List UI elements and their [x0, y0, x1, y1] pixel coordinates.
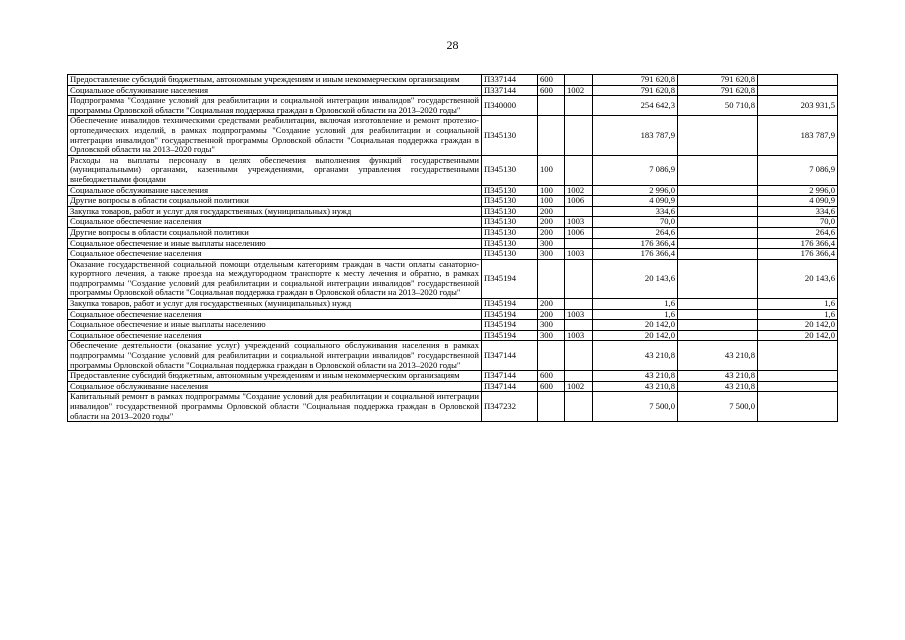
row-description: Обеспечение деятельности (оказание услуг) учреждений социального обслуживания населения в рамках подпрограммы "Создание условий для реабилитации и социальной интеграции инвалидов" государственной программы Орловской области "Социальная поддержка граждан в Орловской области на 2013–2020 годы" — [68, 341, 482, 371]
row-total-amount: 1,6 — [593, 309, 678, 320]
table-row — [68, 185, 838, 196]
row-regional-amount — [678, 259, 758, 298]
row-section-code — [565, 96, 593, 116]
row-target-code: П345130 — [482, 206, 538, 217]
row-description: Социальное обслуживание населения — [68, 85, 482, 96]
row-regional-amount — [678, 155, 758, 185]
row-target-code: П345194 — [482, 320, 538, 331]
row-regional-amount — [678, 330, 758, 341]
row-total-amount: 4 090,9 — [593, 196, 678, 207]
row-regional-amount: 43 210,8 — [678, 381, 758, 392]
row-description: Социальное обеспечение населения — [68, 330, 482, 341]
row-description: Закупка товаров, работ и услуг для государственных (муниципальных) нужд — [68, 206, 482, 217]
row-description: Закупка товаров, работ и услуг для государственных (муниципальных) нужд — [68, 299, 482, 310]
row-description: Расходы на выплаты персоналу в целях обеспечения выполнения функций государственными (муниципальными) органами, казенными учреждениями, органами управления государственными внебюджетными фондами — [68, 155, 482, 185]
row-description: Социальное обеспечение населения — [68, 217, 482, 228]
table-row — [68, 320, 838, 331]
row-description: Предоставление субсидий бюджетным, автономным учреждениям и иным некоммерческим организациям — [68, 75, 482, 86]
row-federal-amount: 2 996,0 — [758, 185, 838, 196]
row-total-amount: 183 787,9 — [593, 116, 678, 155]
row-regional-amount: 791 620,8 — [678, 85, 758, 96]
row-expense-type — [538, 259, 565, 298]
table-row — [68, 299, 838, 310]
row-regional-amount: 43 210,8 — [678, 371, 758, 382]
row-federal-amount: 264,6 — [758, 227, 838, 238]
row-description: Обеспечение инвалидов техническими средствами реабилитации, включая изготовление и ремонт протезно-ортопедических изделий, в рамках подпрограммы "Создание условий для реабилитации и социальной интеграции инвалидов" государственной программы Орловской области "Социальная поддержка граждан в Орловской области на 2013–2020 годы" — [68, 116, 482, 155]
row-target-code: П345194 — [482, 330, 538, 341]
row-federal-amount: 70,0 — [758, 217, 838, 228]
row-regional-amount: 50 710,8 — [678, 96, 758, 116]
row-section-code — [565, 299, 593, 310]
row-federal-amount: 334,6 — [758, 206, 838, 217]
row-total-amount: 70,0 — [593, 217, 678, 228]
table-row — [68, 341, 838, 371]
row-target-code: П347144 — [482, 341, 538, 371]
row-target-code: П337144 — [482, 85, 538, 96]
row-target-code: П345194 — [482, 259, 538, 298]
row-federal-amount: 4 090,9 — [758, 196, 838, 207]
row-expense-type: 300 — [538, 238, 565, 249]
row-target-code: П345130 — [482, 249, 538, 260]
row-total-amount: 20 142,0 — [593, 330, 678, 341]
row-expense-type: 100 — [538, 185, 565, 196]
row-regional-amount: 791 620,8 — [678, 75, 758, 86]
row-section-code — [565, 259, 593, 298]
table-row — [68, 259, 838, 298]
row-expense-type: 100 — [538, 196, 565, 207]
row-section-code — [565, 392, 593, 422]
row-expense-type: 600 — [538, 381, 565, 392]
table-row — [68, 116, 838, 155]
row-target-code: П347144 — [482, 381, 538, 392]
table-row — [68, 196, 838, 207]
row-total-amount: 2 996,0 — [593, 185, 678, 196]
row-federal-amount — [758, 341, 838, 371]
row-total-amount: 43 210,8 — [593, 341, 678, 371]
row-expense-type: 600 — [538, 75, 565, 86]
row-expense-type: 200 — [538, 206, 565, 217]
page-number: 28 — [446, 38, 459, 52]
row-federal-amount: 203 931,5 — [758, 96, 838, 116]
row-target-code: П345130 — [482, 155, 538, 185]
budget-table-body — [68, 75, 838, 422]
row-total-amount: 791 620,8 — [593, 85, 678, 96]
row-regional-amount — [678, 309, 758, 320]
row-federal-amount — [758, 85, 838, 96]
row-description: Социальное обеспечение и иные выплаты населению — [68, 238, 482, 249]
row-section-code: 1002 — [565, 381, 593, 392]
row-total-amount: 791 620,8 — [593, 75, 678, 86]
row-description: Оказание государственной социальной помощи отдельным категориям граждан в части оплаты санаторно-курортного лечения, а также проезда на междугородном транспорте к месту лечения и обратно, в рамках подпрограммы "Создание условий для реабилитации и социальной интеграции инвалидов" государственной программы Орловской области "Социальная поддержка граждан в Орловской области на 2013–2020 годы" — [68, 259, 482, 298]
table-row — [68, 238, 838, 249]
row-description: Другие вопросы в области социальной политики — [68, 227, 482, 238]
row-federal-amount: 20 142,0 — [758, 330, 838, 341]
row-target-code: П337144 — [482, 75, 538, 86]
row-regional-amount — [678, 196, 758, 207]
row-section-code — [565, 371, 593, 382]
row-total-amount: 176 366,4 — [593, 238, 678, 249]
row-section-code — [565, 75, 593, 86]
row-target-code: П340000 — [482, 96, 538, 116]
row-expense-type: 200 — [538, 309, 565, 320]
row-description: Другие вопросы в области социальной политики — [68, 196, 482, 207]
row-federal-amount: 1,6 — [758, 309, 838, 320]
row-target-code: П347232 — [482, 392, 538, 422]
row-description: Социальное обслуживание населения — [68, 185, 482, 196]
row-expense-type — [538, 392, 565, 422]
row-regional-amount — [678, 238, 758, 249]
row-expense-type: 300 — [538, 330, 565, 341]
table-row — [68, 309, 838, 320]
row-total-amount: 43 210,8 — [593, 371, 678, 382]
row-regional-amount — [678, 227, 758, 238]
row-description: Подпрограмма "Создание условий для реабилитации и социальной интеграции инвалидов" государственной программы Орловской области "Социальная поддержка граждан в Орловской области на 2013–2020 годы" — [68, 96, 482, 116]
row-section-code — [565, 206, 593, 217]
row-total-amount: 20 143,6 — [593, 259, 678, 298]
row-federal-amount: 1,6 — [758, 299, 838, 310]
row-federal-amount — [758, 392, 838, 422]
row-expense-type — [538, 341, 565, 371]
row-section-code — [565, 341, 593, 371]
row-total-amount: 1,6 — [593, 299, 678, 310]
row-federal-amount — [758, 381, 838, 392]
table-row — [68, 227, 838, 238]
row-section-code — [565, 238, 593, 249]
row-expense-type: 100 — [538, 155, 565, 185]
row-federal-amount: 20 142,0 — [758, 320, 838, 331]
row-regional-amount — [678, 320, 758, 331]
row-section-code — [565, 116, 593, 155]
row-description: Социальное обслуживание населения — [68, 381, 482, 392]
row-regional-amount — [678, 185, 758, 196]
row-regional-amount — [678, 299, 758, 310]
row-regional-amount: 43 210,8 — [678, 341, 758, 371]
row-target-code: П345130 — [482, 116, 538, 155]
row-regional-amount — [678, 217, 758, 228]
row-section-code: 1006 — [565, 227, 593, 238]
row-expense-type: 200 — [538, 227, 565, 238]
row-total-amount: 334,6 — [593, 206, 678, 217]
row-total-amount: 176 366,4 — [593, 249, 678, 260]
row-federal-amount: 7 086,9 — [758, 155, 838, 185]
row-total-amount: 7 500,0 — [593, 392, 678, 422]
row-federal-amount — [758, 371, 838, 382]
row-section-code: 1003 — [565, 330, 593, 341]
row-section-code — [565, 155, 593, 185]
row-expense-type — [538, 96, 565, 116]
row-section-code: 1002 — [565, 185, 593, 196]
row-expense-type: 300 — [538, 320, 565, 331]
table-row — [68, 206, 838, 217]
row-expense-type — [538, 116, 565, 155]
row-regional-amount — [678, 249, 758, 260]
row-description: Социальное обеспечение населения — [68, 249, 482, 260]
row-description: Социальное обеспечение населения — [68, 309, 482, 320]
row-target-code: П345130 — [482, 227, 538, 238]
row-target-code: П345130 — [482, 185, 538, 196]
table-row — [68, 96, 838, 116]
row-target-code: П345130 — [482, 196, 538, 207]
row-description: Капитальный ремонт в рамках подпрограммы "Создание условий для реабилитации и социальной интеграции инвалидов" государственной программы Орловской области "Социальная поддержка граждан в Орловской области на 2013–2020 годы" — [68, 392, 482, 422]
budget-table — [67, 74, 838, 422]
row-total-amount: 7 086,9 — [593, 155, 678, 185]
row-target-code: П345194 — [482, 309, 538, 320]
row-section-code: 1003 — [565, 217, 593, 228]
table-row — [68, 217, 838, 228]
row-regional-amount — [678, 206, 758, 217]
row-regional-amount — [678, 116, 758, 155]
row-section-code: 1003 — [565, 309, 593, 320]
table-row — [68, 381, 838, 392]
row-federal-amount — [758, 75, 838, 86]
table-row — [68, 371, 838, 382]
row-section-code: 1006 — [565, 196, 593, 207]
row-expense-type: 600 — [538, 85, 565, 96]
row-expense-type: 200 — [538, 217, 565, 228]
row-target-code: П345130 — [482, 238, 538, 249]
table-row — [68, 392, 838, 422]
row-expense-type: 200 — [538, 299, 565, 310]
row-target-code: П345194 — [482, 299, 538, 310]
row-section-code: 1002 — [565, 85, 593, 96]
row-description: Предоставление субсидий бюджетным, автономным учреждениям и иным некоммерческим организациям — [68, 371, 482, 382]
table-row — [68, 75, 838, 86]
row-target-code: П345130 — [482, 217, 538, 228]
row-total-amount: 264,6 — [593, 227, 678, 238]
row-federal-amount: 20 143,6 — [758, 259, 838, 298]
table-row — [68, 330, 838, 341]
row-target-code: П347144 — [482, 371, 538, 382]
row-description: Социальное обеспечение и иные выплаты населению — [68, 320, 482, 331]
row-total-amount: 20 142,0 — [593, 320, 678, 331]
row-expense-type: 600 — [538, 371, 565, 382]
row-federal-amount: 176 366,4 — [758, 238, 838, 249]
row-regional-amount: 7 500,0 — [678, 392, 758, 422]
table-row — [68, 155, 838, 185]
table-row — [68, 249, 838, 260]
row-expense-type: 300 — [538, 249, 565, 260]
row-total-amount: 43 210,8 — [593, 381, 678, 392]
table-row — [68, 85, 838, 96]
row-total-amount: 254 642,3 — [593, 96, 678, 116]
row-section-code: 1003 — [565, 249, 593, 260]
row-section-code — [565, 320, 593, 331]
row-federal-amount: 176 366,4 — [758, 249, 838, 260]
row-federal-amount: 183 787,9 — [758, 116, 838, 155]
